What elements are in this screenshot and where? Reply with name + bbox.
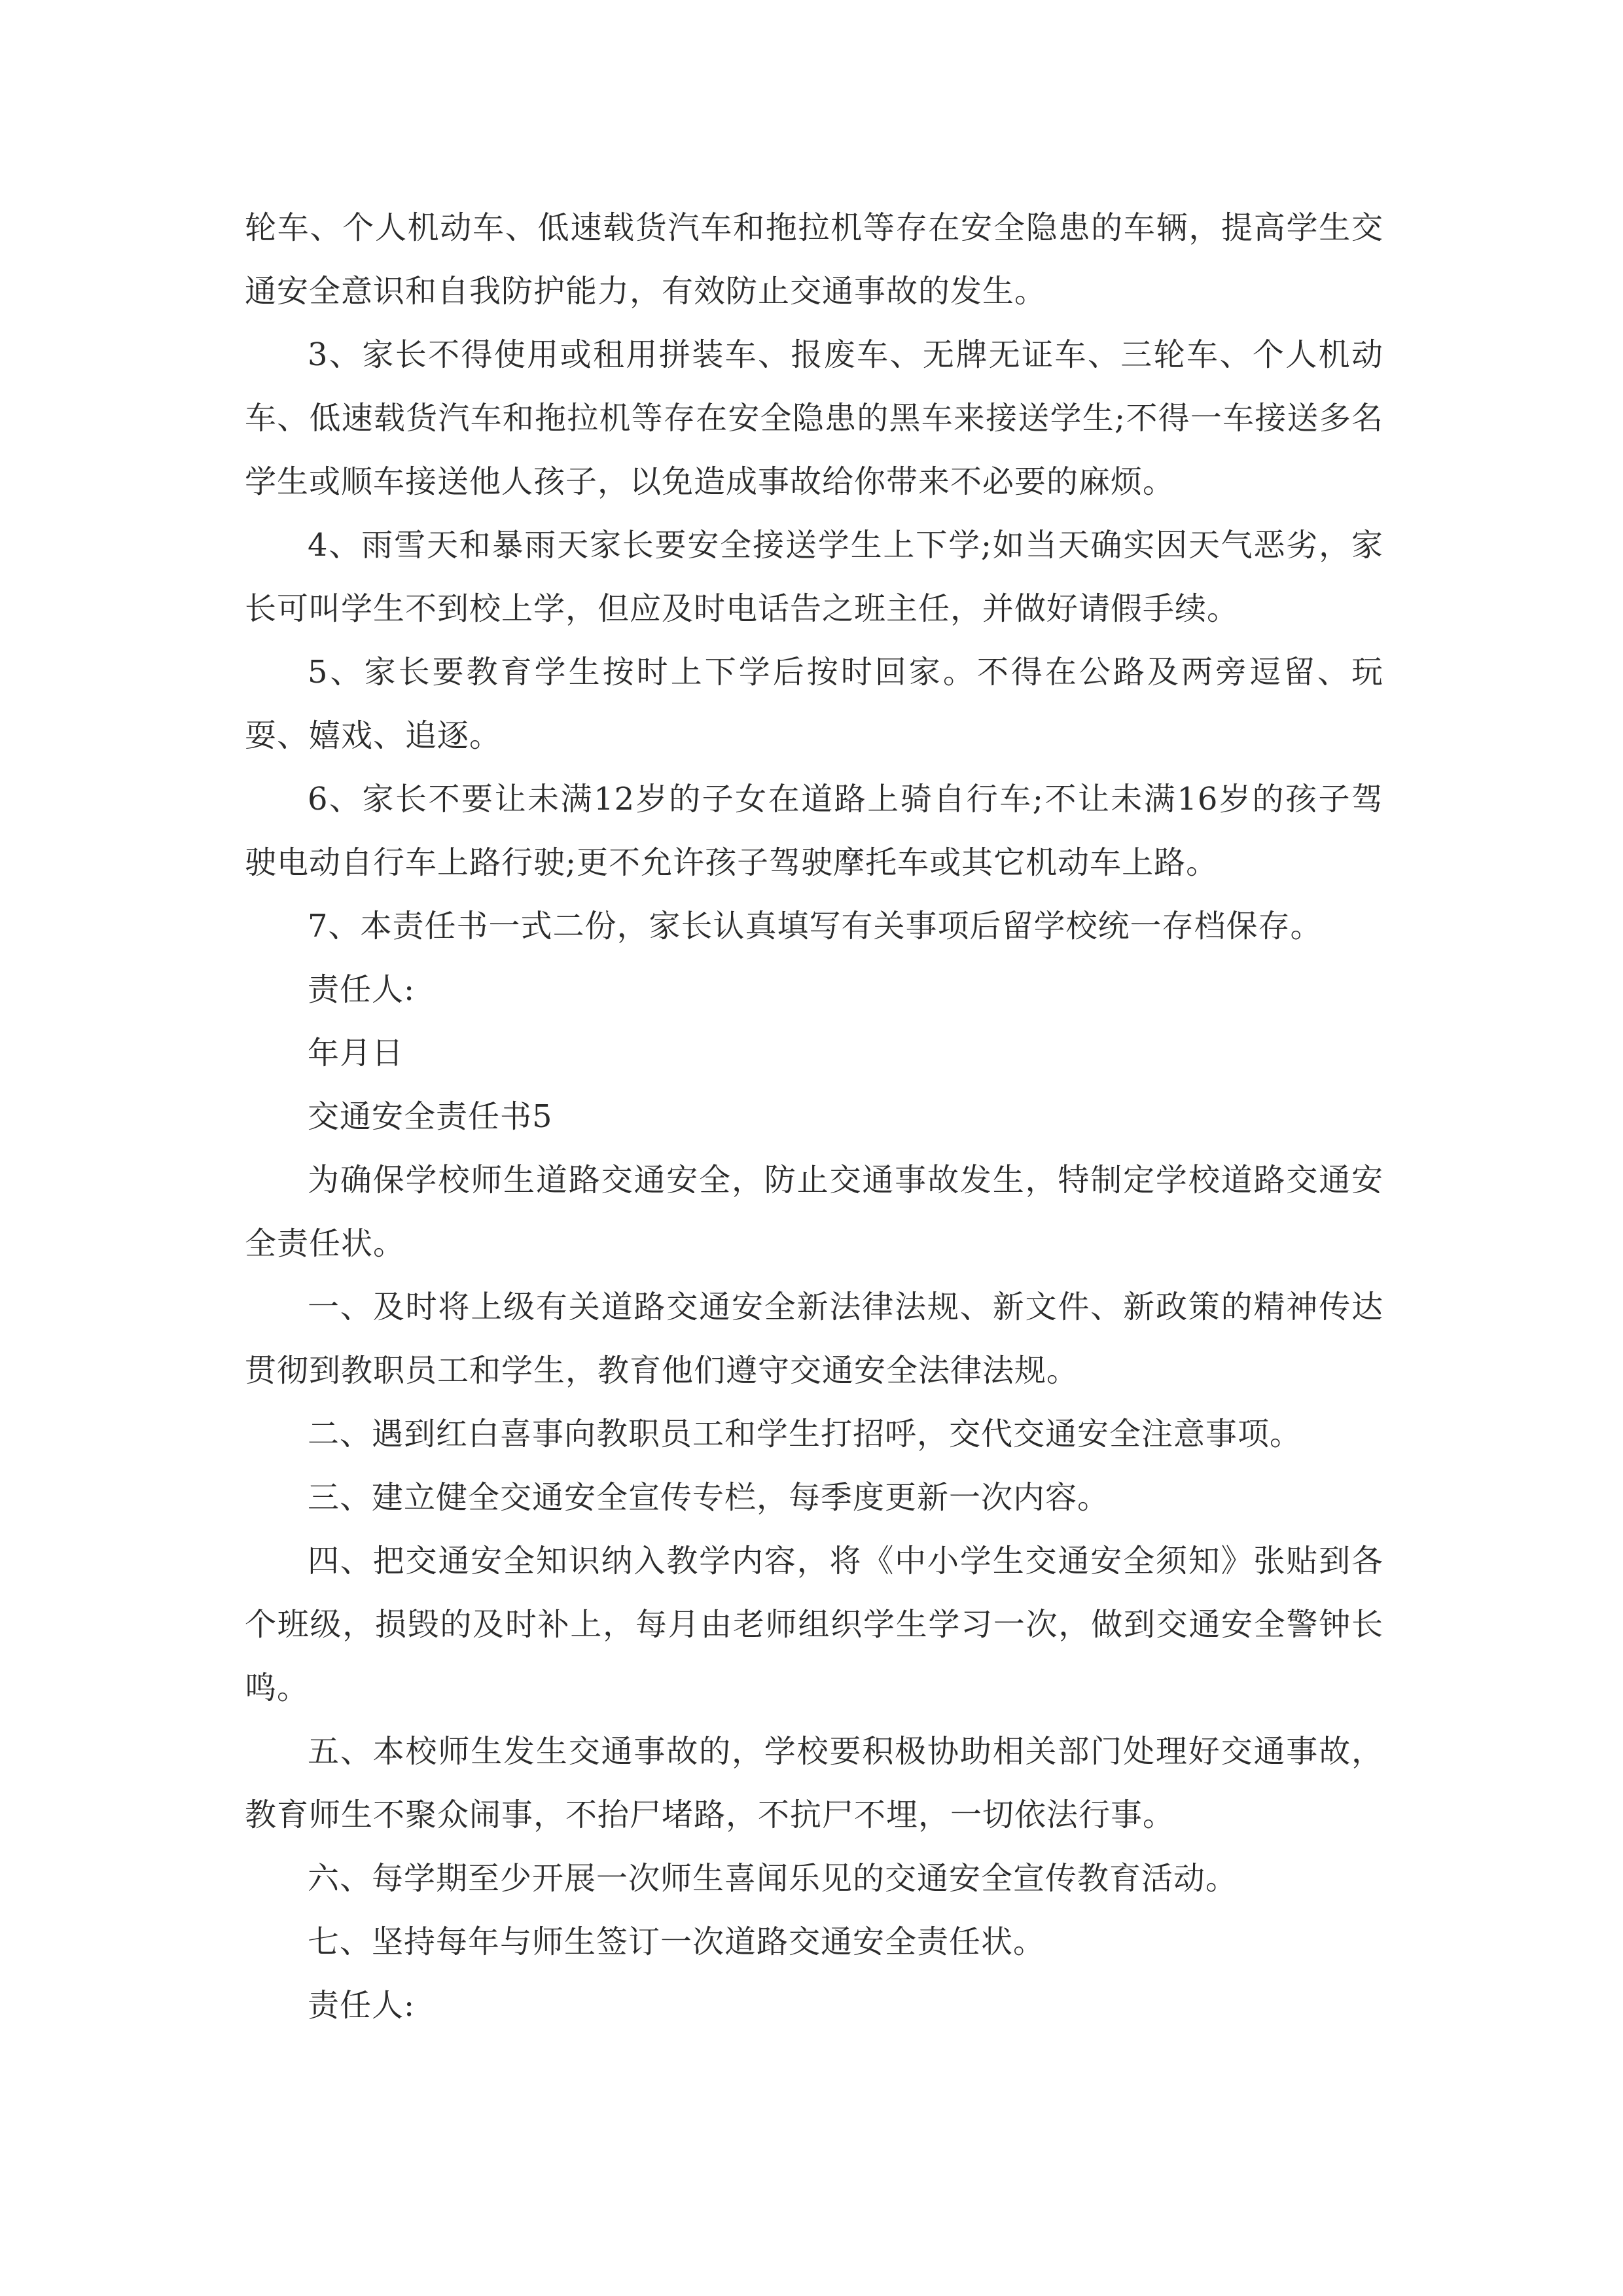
date-label: 年月日 bbox=[308, 1035, 404, 1071]
paragraph-item-3: 3、家长不得使用或租用拼装车、报废车、无牌无证车、三轮车、个人机动车、低速载货汽车和拖拉机等存在安全隐患的黑车来接送学生;不得一车接送多名学生或顺车接送他人孩子，以免造成事故给你带来不必要的麻烦。 bbox=[245, 336, 1383, 500]
clause-2: 二、遇到红白喜事向教职员工和学生打招呼，交代交通安全注意事项。 bbox=[308, 1416, 1302, 1452]
paragraph-item-6: 6、家长不要让未满12岁的子女在道路上骑自行车;不让未满16岁的孩子驾驶电动自行车上路行驶;更不允许孩子驾驶摩托车或其它机动车上路。 bbox=[245, 781, 1383, 881]
clause-7: 七、坚持每年与师生签订一次道路交通安全责任状。 bbox=[308, 1924, 1046, 1960]
clause-1: 一、及时将上级有关道路交通安全新法律法规、新文件、新政策的精神传达贯彻到教职员工和学生，教育他们遵守交通安全法律法规。 bbox=[245, 1289, 1383, 1389]
clause-3: 三、建立健全交通安全宣传专栏，每季度更新一次内容。 bbox=[308, 1479, 1110, 1516]
responsible-person-label-2: 责任人: bbox=[308, 1987, 416, 2024]
section-title: 交通安全责任书5 bbox=[308, 1098, 553, 1135]
document-body bbox=[245, 196, 1383, 2037]
paragraph-item-5: 5、家长要教育学生按时上下学后按时回家。不得在公路及两旁逗留、玩耍、嬉戏、追逐。 bbox=[245, 654, 1383, 754]
intro-paragraph: 为确保学校师生道路交通安全，防止交通事故发生，特制定学校道路交通安全责任状。 bbox=[245, 1162, 1383, 1262]
paragraph-item-7: 7、本责任书一式二份，家长认真填写有关事项后留学校统一存档保存。 bbox=[308, 908, 1323, 944]
clause-4: 四、把交通安全知识纳入教学内容，将《中小学生交通安全须知》张贴到各个班级，损毁的及时补上，每月由老师组织学生学习一次，做到交通安全警钟长鸣。 bbox=[245, 1543, 1383, 1706]
clause-5: 五、本校师生发生交通事故的，学校要积极协助相关部门处理好交通事故，教育师生不聚众闹事，不抬尸堵路，不抗尸不埋，一切依法行事。 bbox=[245, 1733, 1383, 1833]
paragraph-continuation: 轮车、个人机动车、低速载货汽车和拖拉机等存在安全隐患的车辆，提高学生交通安全意识和自我防护能力，有效防止交通事故的发生。 bbox=[245, 209, 1383, 310]
paragraph-item-4: 4、雨雪天和暴雨天家长要安全接送学生上下学;如当天确实因天气恶劣，家长可叫学生不到校上学，但应及时电话告之班主任，并做好请假手续。 bbox=[245, 527, 1383, 627]
responsible-person-label: 责任人: bbox=[308, 971, 416, 1008]
clause-6: 六、每学期至少开展一次师生喜闻乐见的交通安全宣传教育活动。 bbox=[308, 1860, 1238, 1897]
